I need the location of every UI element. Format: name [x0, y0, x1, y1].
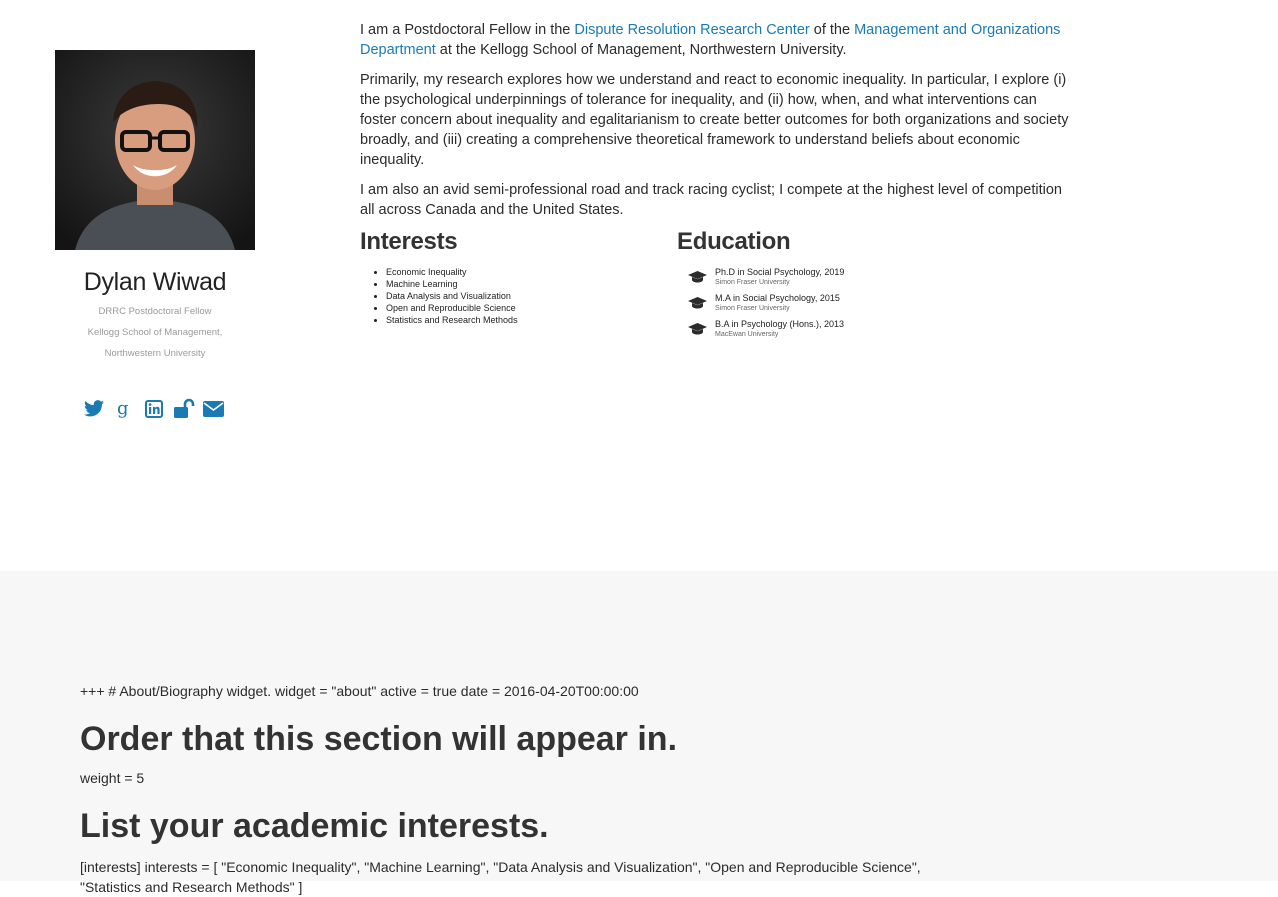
bio-paragraph-1 [360, 20, 1075, 60]
education-degree: B.A in Psychology (Hons.), 2013 [715, 319, 845, 329]
config-weight-line: weight = 5 [80, 770, 145, 786]
config-heading-order: Order that this section will appear in. [80, 720, 678, 758]
education-degree: Ph.D in Social Psychology, 2019 [715, 267, 845, 277]
bio [360, 20, 1075, 230]
social-links [83, 397, 224, 420]
interests-list [386, 266, 518, 326]
profile-org-line2: Northwestern University [104, 348, 206, 359]
list-item: • Data Analysis and Visualization [386, 290, 518, 302]
profile-org-line1: Kellogg School of Management, [87, 327, 223, 338]
twitter-icon[interactable] [83, 397, 104, 420]
education-institution: Simon Fraser University [715, 305, 790, 312]
profile-name: Dylan Wiwad [83, 268, 227, 296]
interests-heading: Interests [360, 228, 458, 255]
linkedin-icon[interactable] [143, 397, 164, 420]
bio-text: at the Kellogg School of Management, Northwestern University. [435, 42, 847, 58]
profile-role: DRRC Postdoctoral Fellow [98, 306, 212, 317]
bio-text: of the [809, 22, 855, 38]
avatar [55, 50, 255, 250]
graduation-cap-icon [688, 322, 707, 334]
raw-config-section [0, 571, 1278, 895]
education-heading: Education [677, 228, 791, 255]
envelope-icon[interactable] [203, 397, 224, 420]
config-heading-interests: List your academic interests. [80, 807, 549, 845]
config-interests-line: [interests] interests = [ "Economic Inequality", "Machine Learning", "Data Analysis and Visualization", "Open and Reproducible Science", "Statistics and Research Methods" ] [80, 859, 921, 895]
list-item: • Statistics and Research Methods [386, 314, 518, 326]
education-institution: MacEwan University [715, 331, 779, 338]
unlock-icon[interactable] [173, 397, 194, 420]
list-item: • Economic Inequality [386, 266, 518, 278]
graduation-cap-icon [688, 270, 707, 282]
education-degree: M.A in Social Psychology, 2015 [715, 293, 840, 303]
bio-text: I am a Postdoctoral Fellow in the [360, 22, 575, 38]
graduation-cap-icon [688, 296, 707, 308]
list-item: • Machine Learning [386, 278, 518, 290]
google-scholar-icon[interactable] [113, 397, 134, 420]
bio-paragraph-2: Primarily, my research explores how we understand and react to economic inequality. In particular, I explore (i) the psychological underpinnings of tolerance for inequality, and (ii) how, when, and what interventions can foster concern about inequality and egalitarianism to create better outcomes for both organizations and society broadly, and (iii) creating a comprehensive theoretical framework to understand beliefs about economic inequality. [360, 72, 1069, 168]
education-institution: Simon Fraser University [715, 279, 790, 286]
mors-department-link[interactable]: Management and Organizations Department [360, 22, 1061, 58]
svg-text:g: g [116, 397, 129, 419]
bio-paragraph-3: I am also an avid semi-professional road and track racing cyclist; I compete at the highest level of competition all across Canada and the United States. [360, 182, 1062, 218]
drrc-link[interactable]: Dispute Resolution Research Center [574, 22, 810, 38]
list-item: • Open and Reproducible Science [386, 302, 518, 314]
config-meta-line: +++ # About/Biography widget. widget = "about" active = true date = 2016-04-20T00:00:00 [80, 683, 639, 699]
